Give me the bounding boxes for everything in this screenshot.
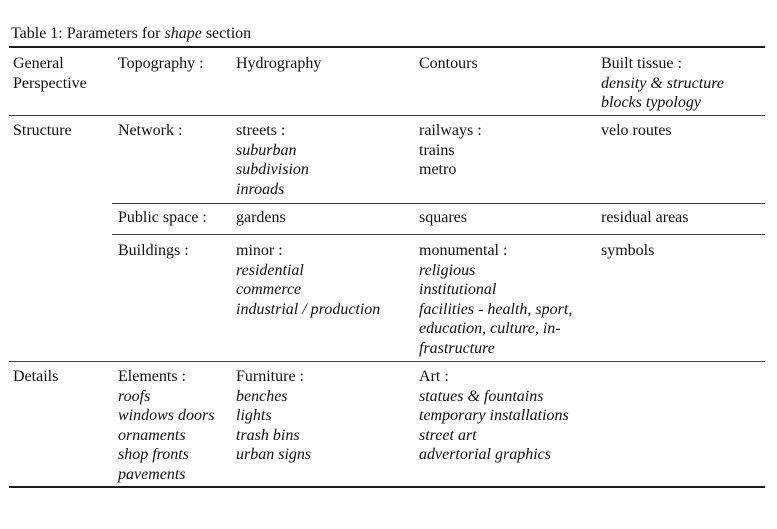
header-topography-text: Topography :: [118, 55, 204, 72]
cell-item: residual areas: [601, 209, 689, 226]
cell-item: roofs: [118, 387, 151, 405]
header-built-tissue-item: density & structure: [601, 74, 724, 92]
public-space-rule: [112, 234, 765, 235]
cell-item: residential: [236, 261, 304, 279]
header-contours: [419, 54, 478, 74]
cell-item: shop fronts: [118, 446, 189, 464]
details-text: Details: [13, 368, 59, 385]
header-rule: [9, 115, 765, 116]
cell-item: pavements: [118, 465, 186, 483]
cell-item: symbols: [601, 242, 655, 259]
cell-item: frastructure: [419, 339, 495, 357]
buildings-label: [118, 241, 189, 261]
cell-item: commerce: [236, 281, 302, 299]
public-space-contours-cell: [419, 208, 467, 228]
details-hydrography-cell: [236, 367, 311, 465]
cell-item: windows doors: [118, 407, 215, 425]
top-rule: [9, 46, 765, 48]
cell-heading: Elements :: [118, 368, 186, 385]
buildings-hydrography-cell: [236, 241, 380, 319]
header-col1-line1: General: [13, 55, 64, 72]
section-structure-label: [13, 121, 72, 141]
public-space-label: [118, 208, 207, 228]
cell-heading: railways :: [419, 122, 482, 139]
network-hydrography-cell: [236, 121, 309, 199]
cell-item: trash bins: [236, 426, 300, 444]
caption-emphasis: shape: [164, 25, 202, 42]
cell-item: subdivision: [236, 161, 309, 179]
cell-item: benches: [236, 387, 288, 405]
cell-item: temporary installations: [419, 407, 569, 425]
cell-heading: streets :: [236, 122, 286, 139]
cell-item: street art: [419, 426, 477, 444]
bottom-rule: [9, 486, 765, 488]
network-built-tissue-cell: [601, 121, 672, 141]
cell-item: squares: [419, 209, 467, 226]
network-label-text: Network :: [118, 122, 183, 139]
cell-item: education, culture, in-: [419, 320, 561, 338]
header-contours-text: Contours: [419, 55, 478, 72]
network-contours-cell: [419, 121, 482, 180]
cell-item: velo routes: [601, 122, 672, 139]
cell-item: institutional: [419, 281, 497, 299]
cell-item: industrial / production: [236, 300, 381, 318]
section-details-label: [13, 367, 58, 387]
header-built-tissue: [601, 54, 724, 113]
cell-item: advertorial graphics: [419, 446, 551, 464]
header-general-perspective: [13, 54, 87, 93]
cell-item: inroads: [236, 180, 285, 198]
header-built-tissue-label: Built tissue :: [601, 55, 682, 72]
cell-item: ornaments: [118, 426, 186, 444]
cell-item: religious: [419, 261, 476, 279]
structure-text: Structure: [13, 122, 72, 139]
public-space-built-tissue-cell: [601, 208, 689, 228]
table-caption: [11, 24, 251, 44]
cell-heading: Art :: [419, 368, 449, 385]
caption-suffix: section: [201, 25, 252, 42]
cell-heading: monumental :: [419, 242, 508, 259]
cell-item: trains: [419, 141, 455, 159]
cell-item: suburban: [236, 141, 297, 159]
cell-item: metro: [419, 161, 457, 179]
network-rule: [112, 203, 765, 204]
public-space-label-text: Public space :: [118, 209, 207, 226]
cell-heading: Furniture :: [236, 368, 304, 385]
cell-heading: minor :: [236, 242, 283, 259]
header-built-tissue-item: blocks typology: [601, 94, 701, 112]
network-label: [118, 121, 182, 141]
details-topography-cell: [118, 367, 214, 485]
buildings-built-tissue-cell: [601, 241, 654, 261]
buildings-label-text: Buildings :: [118, 242, 189, 259]
header-topography: [118, 54, 204, 74]
cell-item: statues & fountains: [419, 387, 544, 405]
header-hydrography-text: Hydrography: [236, 55, 322, 72]
cell-item: lights: [236, 407, 272, 425]
header-hydrography: [236, 54, 321, 74]
buildings-contours-cell: [419, 241, 572, 359]
cell-item: urban signs: [236, 446, 312, 464]
public-space-hydrography-cell: [236, 208, 286, 228]
header-col1-line2: Perspective: [13, 74, 87, 92]
structure-rule: [9, 361, 765, 362]
cell-item: gardens: [236, 209, 286, 226]
cell-item: facilities - health, sport,: [419, 300, 573, 318]
caption-prefix: Table 1: Parameters for: [11, 25, 165, 42]
details-contours-cell: [419, 367, 569, 465]
